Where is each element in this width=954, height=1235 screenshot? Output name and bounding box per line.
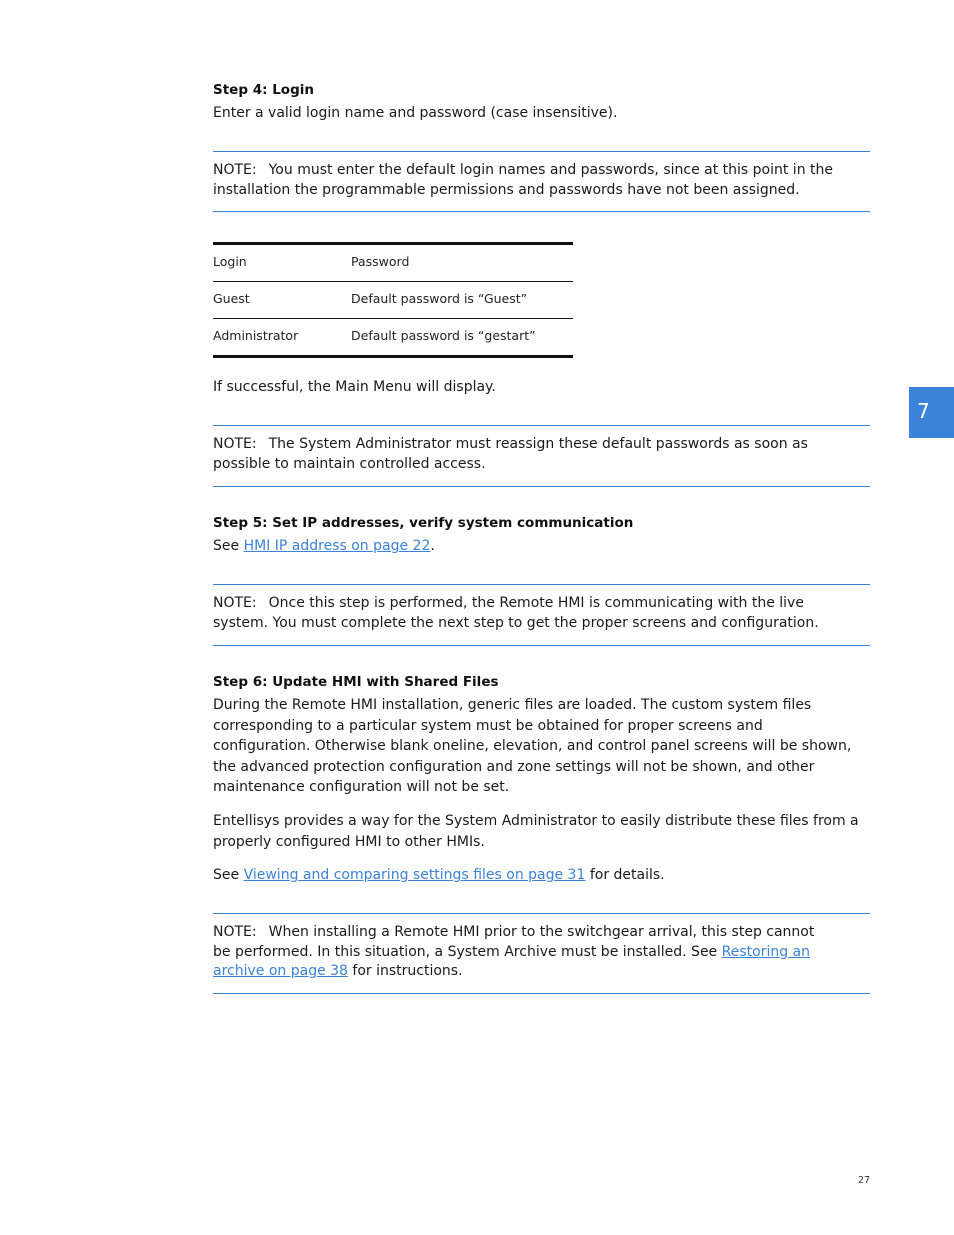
- note-label: NOTE:: [213, 436, 257, 452]
- note-text: When installing a Remote HMI prior to the switchgear arrival, this step cannot be performed. In this situation, a System Archive must be installed. See: [213, 924, 815, 960]
- table-cell-login: Administrator: [213, 328, 299, 343]
- step4-text: Enter a valid login name and password (case insensitive).: [213, 105, 618, 121]
- note-communication: [213, 594, 863, 633]
- table-row: [213, 281, 573, 318]
- note-login: [213, 161, 863, 200]
- column-header-login: Login: [213, 254, 247, 269]
- step4-heading: Step 4: Login: [213, 82, 314, 98]
- see-prefix: See: [213, 538, 244, 554]
- note-text: Once this step is performed, the Remote HMI is communicating with the live system. You must complete the next step to get the proper screens and configuration.: [213, 595, 819, 631]
- table-cell-login: Guest: [213, 291, 250, 306]
- hmi-ip-address-link[interactable]: HMI IP address on page 22: [243, 538, 431, 554]
- note-reassign: [213, 435, 863, 474]
- success-text: If successful, the Main Menu will display.: [213, 379, 496, 395]
- step5-text: [213, 536, 863, 557]
- settings-files-link[interactable]: Viewing and comparing settings files on page 31: [243, 867, 586, 883]
- see-prefix: See: [213, 867, 244, 883]
- step6-see-text: [213, 865, 863, 886]
- table-cell-password: Default password is “gestart”: [351, 328, 536, 343]
- table-row: [213, 318, 573, 355]
- note-label: NOTE:: [213, 924, 257, 940]
- column-header-password: Password: [351, 254, 410, 269]
- chapter-number: 7: [917, 399, 930, 423]
- restoring-archive-link[interactable]: Restoring an archive on page 38: [213, 943, 810, 979]
- step6-paragraph-2: Entellisys provides a way for the System Administrator to easily distribute these files from a properly configured HMI to other HMIs.: [213, 813, 859, 850]
- suffix: .: [430, 538, 435, 554]
- suffix: for details.: [585, 867, 665, 883]
- login-table: [213, 242, 573, 358]
- note-label: NOTE:: [213, 595, 257, 611]
- note-text-after: for instructions.: [347, 963, 463, 979]
- note-label: NOTE:: [213, 162, 257, 178]
- step6-heading: Step 6: Update HMI with Shared Files: [213, 674, 499, 690]
- table-header-row: [213, 245, 573, 281]
- note-text: The System Administrator must reassign these default passwords as soon as possible to maintain controlled access.: [213, 436, 808, 472]
- chapter-tab: [909, 387, 954, 438]
- page-number: 27: [858, 1175, 871, 1186]
- note-archive: [213, 923, 833, 982]
- step5-heading: Step 5: Set IP addresses, verify system communication: [213, 515, 634, 531]
- step6-paragraph-1: During the Remote HMI installation, generic files are loaded. The custom system files corresponding to a particular system must be obtained for proper screens and configuration. Otherwise blank oneline, elevation, and control panel screens will be shown, the advanced protection configuration and zone settings will not be shown, and other maintenance configuration will not be set.: [213, 697, 852, 795]
- note-text: You must enter the default login names and passwords, since at this point in the installation the programmable permissions and passwords have not been assigned.: [213, 162, 833, 198]
- table-cell-password: Default password is “Guest”: [351, 291, 528, 306]
